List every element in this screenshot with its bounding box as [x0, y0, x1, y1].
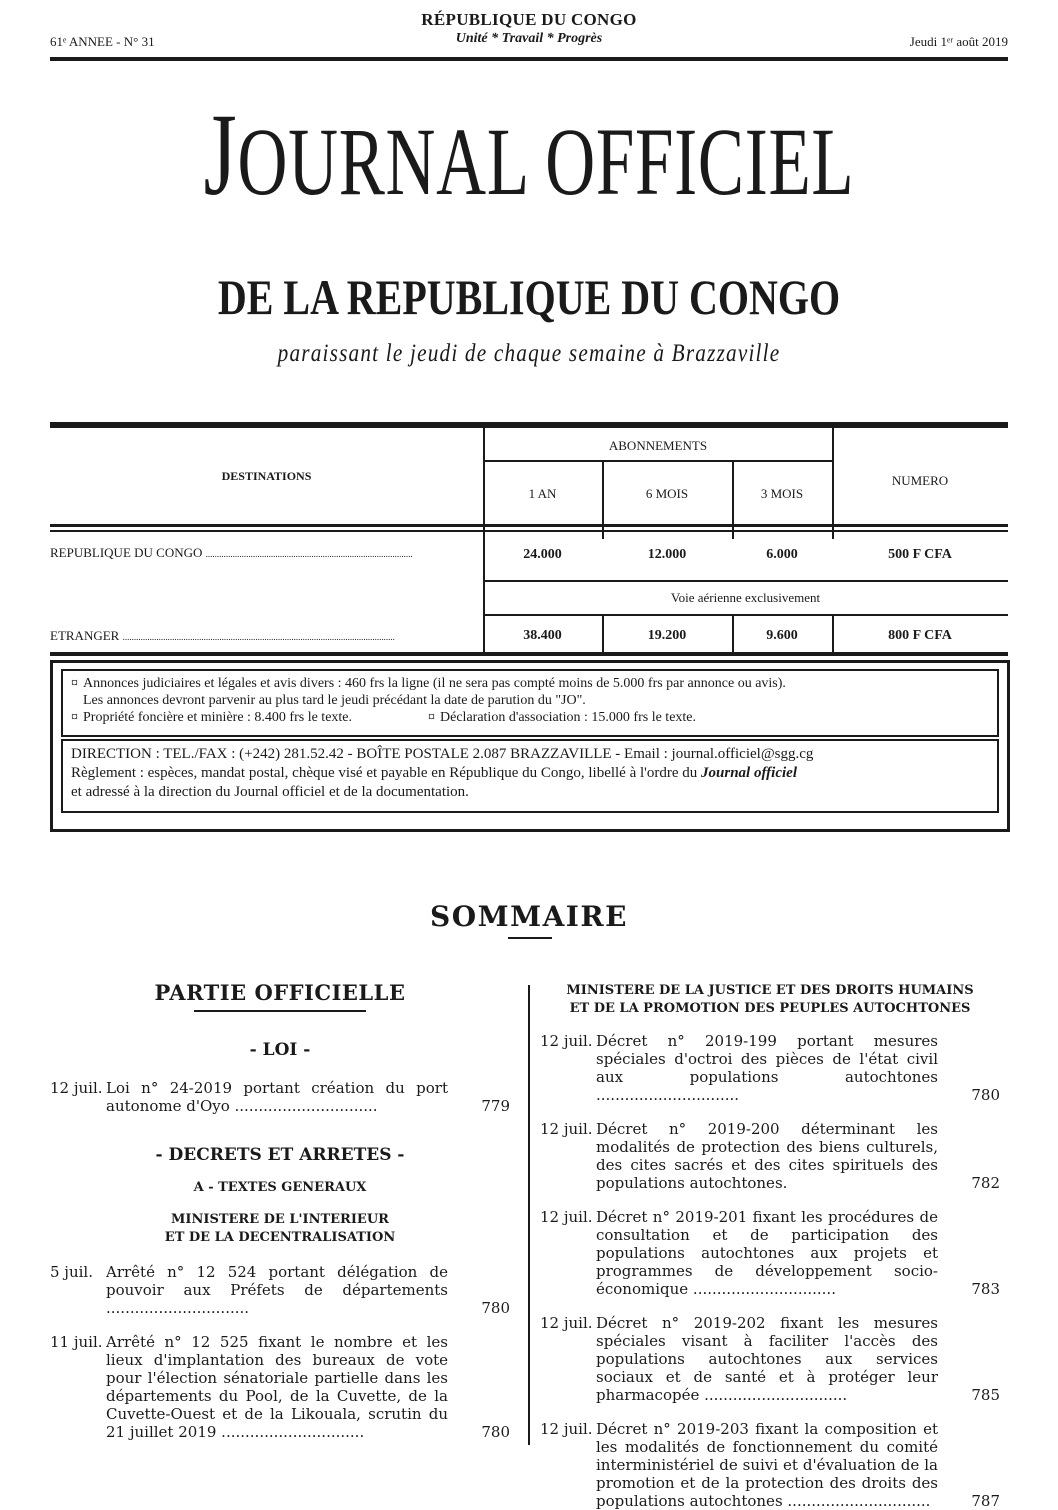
subsection-heading: A - TEXTES GENERAUX — [193, 1180, 367, 1195]
entry-page: 783 — [971, 1280, 1000, 1298]
direction-contact: DIRECTION : TEL./FAX : (+242) 281.52.42 - BOÎTE POSTALE 2.087 BRAZZAVILLE - Email : journal.officiel@sgg.cg — [71, 746, 814, 762]
entry-date: 11 juil. — [50, 1333, 103, 1351]
col-period: 1 AN — [528, 486, 557, 501]
table-rule — [483, 580, 1008, 582]
sommaire-right-column — [540, 982, 1000, 1510]
entry-date: 12 juil. — [540, 1032, 593, 1050]
row-destination — [50, 628, 395, 644]
sommaire-title: SOMMAIRE — [429, 900, 629, 933]
notice-line: Les annonces devront parvenir au plus tard le jeudi précédant la date de parution du "JO". — [83, 693, 586, 708]
ministry-heading — [50, 1211, 510, 1247]
entry-page: 785 — [971, 1386, 1000, 1404]
entry-title: Arrêté n° 12 525 fixant le nombre et les lieux d'implantation des bureaux de vote pour l'élection sénatoriale partielle dans les départements du Pool, de la Cuvette, de la Cuvette-Ouest et de la Likouala, scrutin du 21 juillet 2019 .............................. — [106, 1333, 448, 1441]
notice-line — [71, 709, 989, 726]
price-cell: 19.200 — [647, 628, 687, 643]
notice-text: Propriété foncière et minière : 8.400 frs le texte. — [83, 710, 353, 725]
entry-date: 12 juil. — [540, 1420, 593, 1438]
sommaire-left-column — [50, 980, 510, 1441]
entry-page: 780 — [481, 1423, 510, 1441]
entry-date: 12 juil. — [540, 1208, 593, 1226]
col-period: 6 MOIS — [645, 486, 689, 501]
price-cell: 24.000 — [523, 547, 562, 562]
title-rest: OURNAL OFFICIEL — [237, 108, 855, 215]
sommaire-rule — [508, 937, 552, 939]
section-heading-loi: - LOI - — [249, 1040, 311, 1060]
issue-date: Jeudi 1ᵉʳ août 2019 — [909, 34, 1008, 49]
toc-entry[interactable] — [540, 1314, 1000, 1404]
entry-title: Arrêté n° 12 524 portant délégation de pouvoir aux Préfets de départements .............................. — [106, 1263, 448, 1317]
entry-page: 779 — [481, 1097, 510, 1115]
entry-title: Décret n° 2019-201 fixant les procédures de consultation et de participation des populations autochtones aux projets et programmes de développement socio-économique .............................. — [596, 1208, 938, 1298]
entry-date: 12 juil. — [540, 1314, 593, 1332]
toc-entry[interactable] — [540, 1208, 1000, 1298]
journal-title — [148, 89, 910, 222]
entry-title: Décret n° 2019-199 portant mesures spéciales d'octroi des pièces de l'état civil aux populations autochtones .............................. — [596, 1032, 938, 1104]
col-abonnements: ABONNEMENTS — [608, 438, 708, 453]
table-rule — [483, 614, 1008, 616]
part-heading: PARTIE OFFICIELLE — [154, 980, 406, 1005]
ministry-heading — [540, 982, 1000, 1018]
numero-price: 800 F CFA — [888, 628, 952, 643]
section-heading-decrets: - DECRETS ET ARRETES - — [155, 1145, 405, 1165]
journal-tagline: paraissant le jeudi de chaque semaine à Brazzaville — [277, 340, 781, 367]
entry-title: Décret n° 2019-202 fixant les mesures spéciales visant à faciliter l'accès des populations autochtones aux services sociaux et de santé et à protéger leur pharmacopée .............................. — [596, 1314, 938, 1404]
price-cell: 12.000 — [647, 547, 687, 562]
payment-terms — [71, 764, 989, 783]
journal-subtitle: DE LA REPUBLIQUE DU CONGO — [217, 269, 841, 325]
header-motto: Unité * Travail * Progrès — [455, 31, 603, 46]
table-top-rule — [50, 422, 1008, 428]
table-rule — [483, 460, 833, 462]
journal-name: Journal officiel — [701, 765, 797, 781]
entry-title: Loi n° 24-2019 portant création du port autonome d'Oyo .............................. — [106, 1079, 448, 1115]
price-cell: 38.400 — [523, 628, 562, 643]
notice-text: Annonces judiciaires et légales et avis divers : 460 frs la ligne (il ne sera pas compté moins de 5.000 frs par annonce ou avis). — [83, 676, 786, 691]
payment-text: Règlement : espèces, mandat postal, chèque visé et payable en République du Congo, libellé à l'ordre du — [71, 765, 702, 781]
destination-label: REPUBLIQUE DU CONGO — [50, 545, 203, 560]
col-period: 3 MOIS — [760, 486, 804, 501]
ministry-line: MINISTERE DE L'INTERIEUR — [171, 1212, 389, 1227]
header-rule — [50, 57, 1008, 61]
entry-date: 12 juil. — [50, 1079, 103, 1097]
ministry-line: ET DE LA PROMOTION DES PEUPLES AUTOCHTONES — [569, 1001, 971, 1016]
direction-box — [61, 739, 999, 813]
entry-page: 782 — [971, 1174, 1000, 1192]
entry-date: 5 juil. — [50, 1263, 93, 1281]
toc-entry[interactable] — [540, 1032, 1000, 1104]
col-numero: NUMERO — [891, 473, 949, 488]
entry-page: 787 — [971, 1492, 1000, 1510]
row-destination — [50, 545, 413, 561]
title-initial: J — [203, 89, 238, 220]
entry-date: 12 juil. — [540, 1120, 593, 1138]
announcement-rates-box — [61, 669, 999, 737]
entry-page: 780 — [481, 1299, 510, 1317]
leader-dots: ............................................................................................ — [205, 549, 413, 559]
column-divider — [528, 985, 530, 1445]
bullet-icon: ¤ — [428, 710, 436, 725]
bullet-icon: ¤ — [71, 676, 78, 691]
leader-dots: ......................................................................................................................... — [122, 632, 395, 642]
air-mail-note: Voie aérienne exclusivement — [670, 590, 821, 605]
numero-price: 500 F CFA — [888, 547, 952, 562]
toc-entry[interactable] — [50, 1263, 510, 1317]
entry-title: Décret n° 2019-200 déterminant les modalités de protection des biens culturels, des cites sacrés et des cites spirituels des populations autochtones. — [596, 1120, 938, 1192]
entry-title: Décret n° 2019-203 fixant la composition et les modalités de fonctionnement du comité interministériel de suivi et d'évaluation de la promotion et de la protection des droits des populations autochtones .............................. — [596, 1420, 938, 1510]
toc-entry[interactable] — [540, 1120, 1000, 1192]
ministry-line: MINISTERE DE LA JUSTICE ET DES DROITS HUMAINS — [566, 983, 974, 998]
table-rule — [50, 530, 1008, 532]
payment-terms-cont: et adressé à la direction du Journal officiel et de la documentation. — [71, 784, 469, 800]
table-rule — [50, 524, 1008, 527]
part-heading-rule — [194, 1010, 366, 1012]
bullet-icon: ¤ — [71, 710, 78, 725]
notices-frame — [50, 660, 1010, 832]
ministry-line: ET DE LA DECENTRALISATION — [164, 1230, 396, 1245]
col-destinations: DESTINATIONS — [221, 469, 312, 483]
table-bottom-rule — [50, 652, 1008, 656]
header-country: RÉPUBLIQUE DU CONGO — [421, 10, 637, 29]
price-cell: 6.000 — [766, 547, 798, 562]
issue-number: 61ᵉ ANNEE - N° 31 — [50, 34, 155, 49]
notice-line — [71, 675, 989, 692]
notice-text: Déclaration d'association : 15.000 frs le texte. — [440, 710, 697, 725]
destination-label: ETRANGER — [50, 628, 120, 643]
toc-entry[interactable] — [50, 1333, 510, 1441]
price-cell: 9.600 — [766, 628, 798, 643]
toc-entry[interactable] — [50, 1079, 510, 1115]
entry-page: 780 — [971, 1086, 1000, 1104]
subscription-table — [50, 422, 1008, 658]
